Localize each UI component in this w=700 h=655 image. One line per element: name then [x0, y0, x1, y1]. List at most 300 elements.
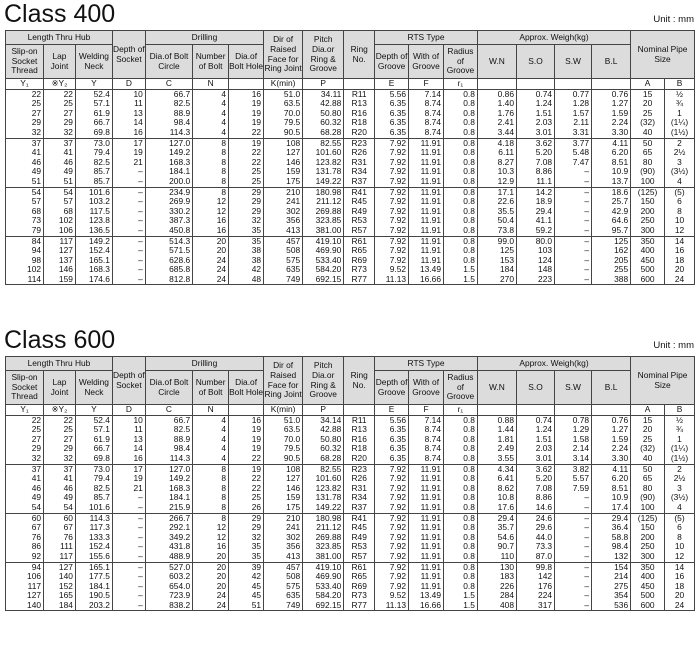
table-cell: 42.88	[303, 99, 344, 109]
table-cell: 174.6	[75, 275, 112, 285]
table-cell: 35	[229, 236, 264, 246]
table-cell: 34.14	[303, 415, 344, 425]
table-cell: 137	[44, 256, 76, 266]
table-cell: 8	[193, 484, 229, 494]
table-cell: 168.3	[145, 484, 192, 494]
table-cell: 11.91	[409, 513, 444, 523]
table-cell: –	[112, 167, 145, 177]
table-cell: 20	[193, 552, 229, 562]
table-cell: 7.59	[555, 484, 592, 494]
table-cell: –	[112, 493, 145, 503]
table-cell: 94	[6, 562, 44, 572]
table-cell: 8.86	[516, 167, 554, 177]
table-cell: 323.85	[303, 216, 344, 226]
table-cell: 76	[44, 533, 76, 543]
table-cell: 25	[44, 99, 76, 109]
table-cell: 79.5	[264, 444, 303, 454]
table-cell: 11.91	[409, 493, 444, 503]
table-cell: 50	[631, 464, 665, 474]
table-cell: 8	[193, 493, 229, 503]
table-cell: 13.7	[592, 177, 631, 187]
table-cell: –	[112, 207, 145, 217]
table-cell: R49	[344, 533, 375, 543]
class-400-body	[6, 79, 695, 285]
table-row	[6, 138, 695, 148]
table-cell: 106	[44, 226, 76, 236]
table-cell: 20	[193, 236, 229, 246]
table-cell: 29	[229, 513, 264, 523]
table-cell: 22.6	[477, 197, 516, 207]
table-cell: 85.7	[75, 177, 112, 187]
table-cell: 356	[264, 216, 303, 226]
table-cell: 223	[516, 275, 554, 285]
table-row	[6, 167, 695, 177]
table-cell: 50.80	[303, 109, 344, 119]
class-600-section	[0, 326, 700, 610]
table-cell: 3	[665, 484, 695, 494]
table-cell: 19	[229, 118, 264, 128]
table-cell: 350	[631, 236, 665, 246]
table-cell: 52.4	[75, 415, 112, 425]
table-cell: 14.6	[516, 503, 554, 513]
table-cell: 6.35	[375, 454, 409, 464]
table-cell: 149.2	[145, 148, 192, 158]
table-cell: 7.92	[375, 533, 409, 543]
table-cell: –	[555, 503, 592, 513]
table-cell: 1.28	[555, 99, 592, 109]
wn-header: W.N	[477, 45, 516, 79]
table-cell: 350	[631, 562, 665, 572]
table-cell: 419.10	[303, 562, 344, 572]
table-cell: 29.4	[477, 513, 516, 523]
table-cell: 11.91	[409, 562, 444, 572]
table-cell: 7.92	[375, 158, 409, 168]
table-cell: 40	[631, 454, 665, 464]
symbol-cell: C	[145, 405, 192, 416]
table-cell: 111	[44, 542, 76, 552]
table-cell: 8.27	[477, 158, 516, 168]
table-cell: 150	[631, 523, 665, 533]
table-row	[6, 275, 695, 285]
table-cell: 508	[264, 246, 303, 256]
symbol-cell: P	[303, 79, 344, 90]
table-cell: 450	[631, 582, 665, 592]
table-cell: 24	[193, 275, 229, 285]
table-cell: –	[112, 523, 145, 533]
table-cell: 117	[6, 582, 44, 592]
number-of-bolt-header: Number of Bolt	[193, 371, 229, 405]
table-cell: 73.3	[516, 542, 554, 552]
table-cell: 6	[665, 197, 695, 207]
table-cell: R77	[344, 275, 375, 285]
table-row	[6, 216, 695, 226]
table-cell: 356	[264, 542, 303, 552]
table-cell: 82.55	[303, 138, 344, 148]
table-cell: 63.5	[264, 425, 303, 435]
table-cell: 24.6	[516, 513, 554, 523]
table-cell: 3.01	[516, 128, 554, 138]
table-cell: 0.8	[443, 158, 477, 168]
symbol-cell	[516, 79, 554, 90]
table-cell: 59.2	[516, 226, 554, 236]
table-cell: 226	[477, 582, 516, 592]
table-row	[6, 474, 695, 484]
table-cell: 8	[665, 207, 695, 217]
table-cell: 67	[44, 523, 76, 533]
symbol-cell: B	[665, 79, 695, 90]
table-cell: 469.90	[303, 572, 344, 582]
table-cell: 12.9	[477, 177, 516, 187]
table-cell: 3.30	[592, 454, 631, 464]
table-cell: –	[112, 503, 145, 513]
table-cell: R18	[344, 118, 375, 128]
table-cell: 184.1	[145, 167, 192, 177]
table-cell: –	[555, 167, 592, 177]
table-cell: 149.2	[145, 474, 192, 484]
table-cell: 24	[193, 256, 229, 266]
table-cell: 63.5	[264, 99, 303, 109]
slip-on-header: Slip-on Socket Thread	[6, 45, 44, 79]
table-cell: 12	[193, 533, 229, 543]
table-cell: 571.5	[145, 246, 192, 256]
table-cell: 269.9	[145, 197, 192, 207]
table-cell: R31	[344, 158, 375, 168]
table-cell: 7.92	[375, 493, 409, 503]
table-cell: 150	[631, 197, 665, 207]
table-cell: 1.24	[516, 99, 554, 109]
table-cell: 70.0	[264, 109, 303, 119]
table-cell: 15	[631, 415, 665, 425]
table-cell: 14	[112, 118, 145, 128]
table-cell: 723.9	[145, 591, 192, 601]
table-cell: 29	[229, 207, 264, 217]
table-cell: 8	[193, 187, 229, 197]
table-cell: 80	[631, 484, 665, 494]
table-cell: 12	[665, 226, 695, 236]
table-cell: 0.8	[443, 415, 477, 425]
table-cell: 635	[264, 591, 303, 601]
table-cell: –	[112, 552, 145, 562]
table-cell: 4	[193, 444, 229, 454]
table-cell: 11.91	[409, 503, 444, 513]
table-cell: 190.5	[75, 591, 112, 601]
table-cell: 400	[631, 246, 665, 256]
table-cell: 241	[264, 197, 303, 207]
table-cell: 5.20	[516, 148, 554, 158]
bl-header: B.L	[592, 45, 631, 79]
table-cell: 165.1	[75, 256, 112, 266]
table-cell: 165	[44, 591, 76, 601]
table-cell: 114	[6, 275, 44, 285]
table-cell: 48	[229, 275, 264, 285]
table-cell: –	[112, 256, 145, 266]
table-cell: 51.0	[264, 415, 303, 425]
table-cell: 8	[193, 167, 229, 177]
table-cell: 18.6	[592, 187, 631, 197]
table-cell: 40	[631, 128, 665, 138]
symbol-cell: ※Y₂	[44, 79, 76, 90]
table-cell: 117	[44, 236, 76, 246]
table-cell: 98.4	[145, 118, 192, 128]
table-cell: 168.3	[145, 158, 192, 168]
table-row	[6, 572, 695, 582]
table-cell: 22	[44, 89, 76, 99]
table-cell: 381.00	[303, 552, 344, 562]
table-cell: 6.35	[375, 118, 409, 128]
table-cell: 22	[6, 89, 44, 99]
table-cell: R53	[344, 542, 375, 552]
table-cell: 14	[112, 444, 145, 454]
table-cell: 98.4	[145, 444, 192, 454]
table-cell: 20	[193, 582, 229, 592]
table-cell: 100	[631, 177, 665, 187]
table-cell: –	[112, 177, 145, 187]
symbol-cell: Y	[75, 405, 112, 416]
table-cell: 20	[193, 246, 229, 256]
table-cell: 101.60	[303, 474, 344, 484]
table-cell: –	[112, 562, 145, 572]
table-cell: 0.8	[443, 474, 477, 484]
table-cell: 180.98	[303, 513, 344, 523]
table-cell: 2.03	[516, 118, 554, 128]
table-cell: 0.8	[443, 484, 477, 494]
table-cell: 0.8	[443, 109, 477, 119]
table-cell: 16.66	[409, 275, 444, 285]
table-cell: (5)	[665, 187, 695, 197]
table-cell: 7.92	[375, 513, 409, 523]
table-row	[6, 503, 695, 513]
table-cell: 7.92	[375, 177, 409, 187]
table-cell: 29.6	[516, 523, 554, 533]
table-cell: –	[555, 542, 592, 552]
table-cell: 15	[631, 89, 665, 99]
table-cell: 57.1	[75, 99, 112, 109]
table-cell: 0.8	[443, 226, 477, 236]
table-cell: 250	[631, 542, 665, 552]
table-cell: 4	[193, 128, 229, 138]
class-600-body	[6, 405, 695, 611]
table-cell: 7.92	[375, 216, 409, 226]
table-cell: 57	[6, 197, 44, 207]
table-cell: 9.52	[375, 265, 409, 275]
so-header: S.O	[516, 45, 554, 79]
table-cell: 500	[631, 265, 665, 275]
length-thru-hub-header: Length Thru Hub	[6, 31, 113, 45]
table-cell: 4	[193, 99, 229, 109]
table-cell: –	[555, 197, 592, 207]
table-cell: 102	[44, 216, 76, 226]
table-cell: 149.22	[303, 177, 344, 187]
approx-weight-header: Approx. Weigh(kg)	[477, 31, 630, 45]
symbol-cell: Y₁	[6, 79, 44, 90]
table-cell: 180.98	[303, 187, 344, 197]
table-cell: 154	[592, 562, 631, 572]
table-cell: 200	[631, 207, 665, 217]
table-cell: 12	[193, 197, 229, 207]
table-cell: 24	[665, 275, 695, 285]
table-row	[6, 148, 695, 158]
table-cell: 3.62	[516, 138, 554, 148]
table-cell: 603.2	[145, 572, 192, 582]
table-cell: –	[555, 523, 592, 533]
table-cell: 29	[44, 118, 76, 128]
sw-header: S.W	[555, 371, 592, 405]
radius-groove-header: Radius of Groove	[443, 371, 477, 405]
table-cell: 34.11	[303, 89, 344, 99]
radius-groove-header: Radius of Groove	[443, 45, 477, 79]
table-cell: 1.57	[555, 109, 592, 119]
symbol-cell	[592, 405, 631, 416]
table-cell: 457	[264, 236, 303, 246]
table-cell: 4.11	[592, 138, 631, 148]
table-cell: 10	[665, 542, 695, 552]
table-row	[6, 601, 695, 611]
table-cell: 0.8	[443, 552, 477, 562]
table-cell: –	[555, 582, 592, 592]
table-cell: 270	[477, 275, 516, 285]
table-cell: 2.11	[555, 118, 592, 128]
table-row	[6, 454, 695, 464]
drilling-header: Drilling	[145, 357, 263, 371]
table-cell: 4	[665, 503, 695, 513]
table-cell: 42	[229, 572, 264, 582]
table-cell: 600	[631, 275, 665, 285]
table-cell: 635	[264, 265, 303, 275]
table-cell: 29.4	[516, 207, 554, 217]
table-cell: 130	[477, 562, 516, 572]
table-row	[6, 552, 695, 562]
table-cell: 7.92	[375, 197, 409, 207]
table-cell: 152	[44, 582, 76, 592]
table-cell: 0.8	[443, 246, 477, 256]
table-row	[6, 187, 695, 197]
table-cell: 66.7	[75, 444, 112, 454]
table-cell: 67	[6, 523, 44, 533]
table-cell: 184	[44, 601, 76, 611]
table-cell: 0.8	[443, 177, 477, 187]
table-cell: 241	[264, 523, 303, 533]
table-cell: 29	[229, 197, 264, 207]
table-cell: 101.6	[75, 503, 112, 513]
table-cell: 7.92	[375, 464, 409, 474]
table-cell: R23	[344, 464, 375, 474]
table-cell: 533.40	[303, 256, 344, 266]
table-cell: 103.2	[75, 197, 112, 207]
table-cell: 211.12	[303, 523, 344, 533]
pitch-dia-header: Pitch Dia.or Ring & Groove	[303, 357, 344, 405]
table-cell: 205	[592, 256, 631, 266]
table-cell: 4	[193, 425, 229, 435]
table-cell: 1.29	[555, 425, 592, 435]
table-cell: 302	[264, 207, 303, 217]
table-cell: 152.4	[75, 246, 112, 256]
table-cell: 413	[264, 552, 303, 562]
table-cell: 90.7	[477, 542, 516, 552]
ring-no-header: Ring No.	[344, 31, 375, 79]
table-cell: 54	[44, 503, 76, 513]
table-cell: 7.92	[375, 572, 409, 582]
table-cell: 210	[264, 187, 303, 197]
table-row	[6, 484, 695, 494]
table-cell: R11	[344, 89, 375, 99]
table-cell: 131.78	[303, 167, 344, 177]
table-cell: 8	[193, 474, 229, 484]
table-cell: 0.78	[555, 415, 592, 425]
table-cell: 39	[229, 562, 264, 572]
table-cell: 6.35	[375, 128, 409, 138]
table-cell: R65	[344, 246, 375, 256]
table-cell: 90.5	[264, 128, 303, 138]
table-cell: 4	[193, 435, 229, 445]
table-cell: 54	[44, 187, 76, 197]
table-cell: 19	[112, 148, 145, 158]
bl-header: B.L	[592, 371, 631, 405]
welding-neck-header: Welding Neck	[75, 45, 112, 79]
table-cell: 8	[193, 138, 229, 148]
table-cell: 12	[665, 552, 695, 562]
table-cell: –	[112, 533, 145, 543]
table-cell: R61	[344, 562, 375, 572]
table-cell: 24	[193, 591, 229, 601]
table-cell: 18	[665, 582, 695, 592]
table-cell: 8	[193, 158, 229, 168]
table-cell: 60.32	[303, 118, 344, 128]
table-cell: 2.24	[592, 444, 631, 454]
table-cell: 224	[516, 591, 554, 601]
table-cell: 175	[264, 177, 303, 187]
table-cell: 18.9	[516, 197, 554, 207]
symbol-cell: C	[145, 79, 192, 90]
table-cell: 41	[6, 474, 44, 484]
table-cell: 22	[44, 415, 76, 425]
table-cell: 387.3	[145, 216, 192, 226]
table-cell: 11.91	[409, 236, 444, 246]
table-cell: 17.4	[592, 503, 631, 513]
table-cell: 117.3	[75, 523, 112, 533]
table-cell: 838.2	[145, 601, 192, 611]
table-cell: 110	[477, 552, 516, 562]
table-cell: 1	[665, 435, 695, 445]
table-cell: 68	[44, 207, 76, 217]
table-cell: 0.8	[443, 128, 477, 138]
table-cell: 19	[229, 109, 264, 119]
table-cell: 184.1	[75, 582, 112, 592]
table-cell: 11.91	[409, 552, 444, 562]
table-cell: 19	[229, 435, 264, 445]
symbol-cell: E	[375, 405, 409, 416]
table-cell: 127.0	[145, 138, 192, 148]
table-cell: 13	[112, 109, 145, 119]
table-cell: –	[555, 187, 592, 197]
table-cell: R45	[344, 523, 375, 533]
table-cell: 45	[229, 582, 264, 592]
table-cell: 19	[229, 444, 264, 454]
table-cell: 57	[44, 197, 76, 207]
table-row	[6, 128, 695, 138]
table-cell: 4	[193, 118, 229, 128]
table-row	[6, 464, 695, 474]
table-cell: 11.91	[409, 572, 444, 582]
table-row	[6, 236, 695, 246]
class-400-table	[5, 30, 695, 285]
table-cell: 50.80	[303, 435, 344, 445]
class-400-title-row	[0, 0, 700, 32]
table-cell: 24	[193, 601, 229, 611]
symbol-cell: F	[409, 405, 444, 416]
table-cell: 317	[516, 601, 554, 611]
table-cell: 32	[229, 533, 264, 543]
table-cell: –	[555, 216, 592, 226]
